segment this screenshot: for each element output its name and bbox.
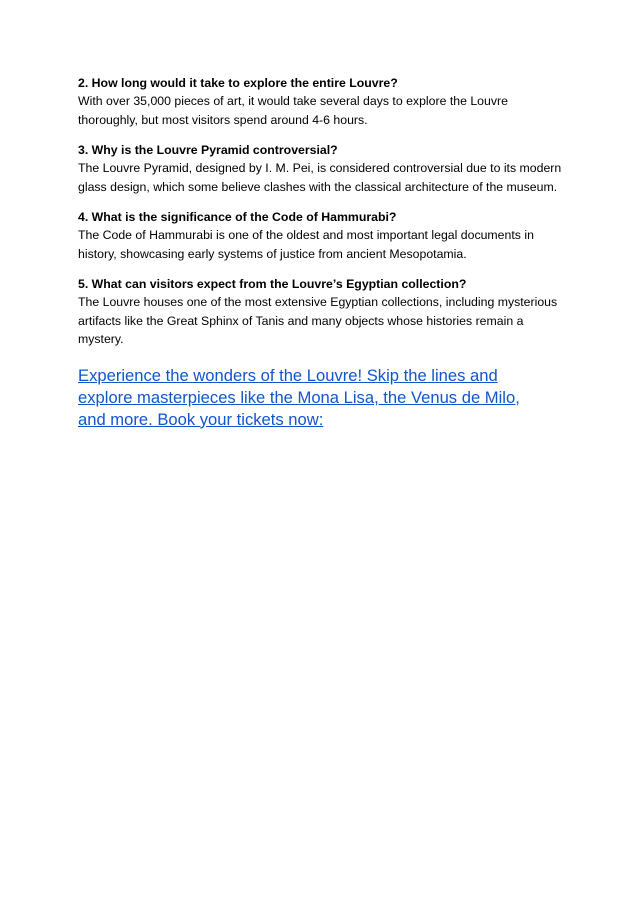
document-page: [78, 74, 568, 431]
faq-answer: The Louvre Pyramid, designed by I. M. Pei, is considered controversial due to its modern glass design, which some believe clashes with the classical architecture of the museum.: [78, 161, 562, 194]
faq-question: 2. How long would it take to explore the entire Louvre?: [78, 76, 398, 90]
faq-item-2: [78, 74, 568, 129]
faq-item-3: [78, 141, 568, 196]
faq-question: 4. What is the significance of the Code of Hammurabi?: [78, 210, 397, 224]
faq-item-4: [78, 208, 568, 263]
faq-question: 5. What can visitors expect from the Louvre’s Egyptian collection?: [78, 277, 467, 291]
faq-answer: With over 35,000 pieces of art, it would take several days to explore the Louvre thoroughly, but most visitors spend around 4-6 hours.: [78, 94, 508, 127]
faq-answer: The Code of Hammurabi is one of the oldest and most important legal documents in history, showcasing early systems of justice from ancient Mesopotamia.: [78, 228, 534, 261]
book-tickets-link[interactable]: Experience the wonders of the Louvre! Skip the lines and explore masterpieces like the Mona Lisa, the Venus de Milo, and more. Book your tickets now:: [78, 365, 520, 429]
faq-question: 3. Why is the Louvre Pyramid controversial?: [78, 143, 338, 157]
faq-item-5: [78, 275, 568, 349]
faq-answer: The Louvre houses one of the most extensive Egyptian collections, including mysterious artifacts like the Great Sphinx of Tanis and many objects whose histories remain a mystery.: [78, 295, 558, 346]
